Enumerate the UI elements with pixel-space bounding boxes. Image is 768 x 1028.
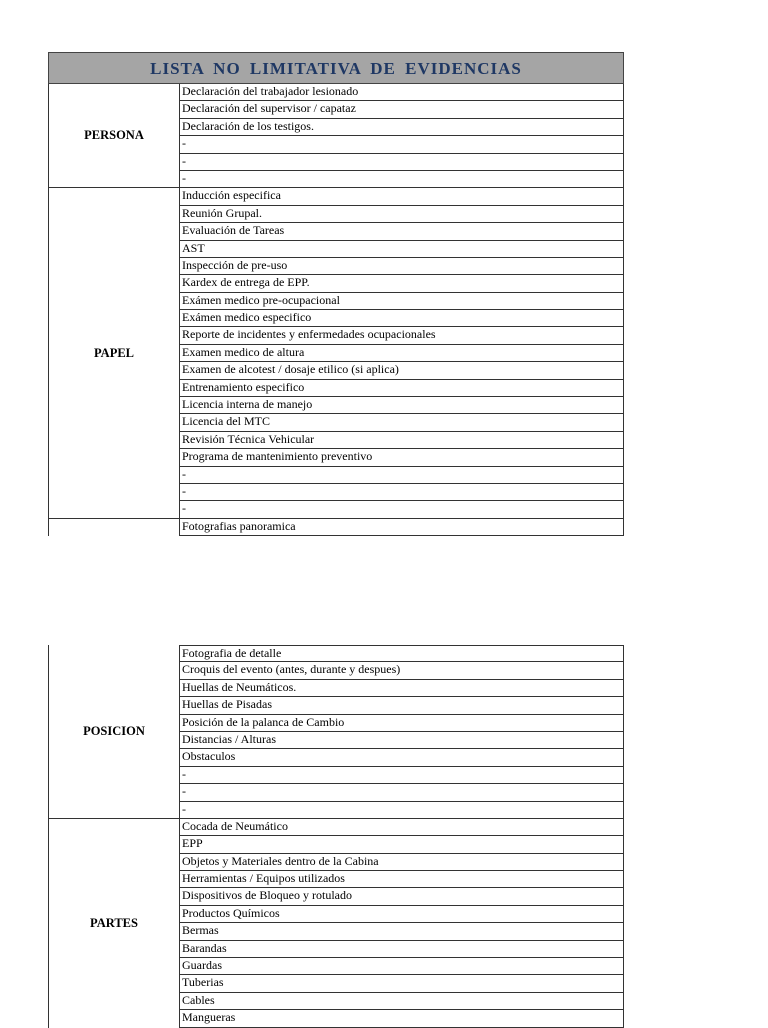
evidence-item: Inspección de pre-uso: [180, 258, 624, 275]
evidence-item: Reunión Grupal.: [180, 206, 624, 223]
evidence-item: Licencia del MTC: [180, 414, 624, 431]
evidence-item: Dispositivos de Bloqueo y rotulado: [180, 888, 624, 905]
evidence-item: Cocada de Neumático: [180, 819, 624, 836]
category-group: [48, 819, 624, 1028]
evidence-item: -: [180, 784, 624, 801]
category-group: [48, 519, 624, 536]
evidence-item: Tuberias: [180, 975, 624, 992]
evidence-item: Entrenamiento especifico: [180, 380, 624, 397]
evidence-item: -: [180, 484, 624, 501]
evidence-list: [179, 645, 624, 819]
evidence-item: Fotografia de detalle: [180, 645, 624, 662]
evidence-item: AST: [180, 241, 624, 258]
evidence-item: -: [180, 154, 624, 171]
evidence-table-page-2: [48, 645, 624, 1028]
evidence-item: Productos Químicos: [180, 906, 624, 923]
evidence-item: Fotografias panoramica: [180, 519, 624, 536]
evidence-item: Inducción especifica: [180, 188, 624, 205]
evidence-item: -: [180, 171, 624, 188]
evidence-item: Evaluación de Tareas: [180, 223, 624, 240]
evidence-item: Declaración del supervisor / capataz: [180, 101, 624, 118]
category-label: PERSONA: [49, 84, 179, 188]
evidence-item: Kardex de entrega de EPP.: [180, 275, 624, 292]
category-group: [48, 188, 624, 518]
evidence-item: -: [180, 501, 624, 518]
evidence-item: Objetos y Materiales dentro de la Cabina: [180, 854, 624, 871]
evidence-item: Croquis del evento (antes, durante y despues): [180, 662, 624, 679]
evidence-item: Posición de la palanca de Cambio: [180, 715, 624, 732]
evidence-table-page-1: [48, 52, 624, 536]
evidence-item: Programa de mantenimiento preventivo: [180, 449, 624, 466]
evidence-item: Cables: [180, 993, 624, 1010]
evidence-item: Huellas de Neumáticos.: [180, 680, 624, 697]
evidence-item: Huellas de Pisadas: [180, 697, 624, 714]
evidence-item: Barandas: [180, 941, 624, 958]
category-label: PARTES: [90, 915, 138, 930]
evidence-list: [179, 819, 624, 1028]
category-label: PAPEL: [49, 188, 179, 518]
table-title: LISTA NO LIMITATIVA DE EVIDENCIAS: [48, 52, 624, 84]
evidence-item: Declaración del trabajador lesionado: [180, 84, 624, 101]
evidence-item: Distancias / Alturas: [180, 732, 624, 749]
evidence-item: Revisión Técnica Vehicular: [180, 432, 624, 449]
evidence-list: [179, 84, 624, 188]
evidence-item: Exámen medico pre-ocupacional: [180, 293, 624, 310]
category-group: [48, 645, 624, 819]
evidence-item: Reporte de incidentes y enfermedades ocupacionales: [180, 327, 624, 344]
evidence-item: Examen medico de altura: [180, 345, 624, 362]
category-label: POSICION: [49, 645, 179, 819]
evidence-list: [179, 519, 624, 536]
evidence-list: [179, 188, 624, 518]
evidence-item: Bermas: [180, 923, 624, 940]
category-label: [49, 519, 179, 536]
category-group: [48, 84, 624, 188]
evidence-item: Obstaculos: [180, 749, 624, 766]
evidence-item: Examen de alcotest / dosaje etilico (si aplica): [180, 362, 624, 379]
evidence-item: -: [180, 467, 624, 484]
evidence-item: -: [180, 136, 624, 153]
evidence-item: EPP: [180, 836, 624, 853]
evidence-item: Declaración de los testigos.: [180, 119, 624, 136]
evidence-item: Mangueras: [180, 1010, 624, 1027]
evidence-item: Guardas: [180, 958, 624, 975]
evidence-item: Herramientas / Equipos utilizados: [180, 871, 624, 888]
evidence-item: Exámen medico especifico: [180, 310, 624, 327]
evidence-item: Licencia interna de manejo: [180, 397, 624, 414]
evidence-item: -: [180, 767, 624, 784]
evidence-item: -: [180, 802, 624, 819]
